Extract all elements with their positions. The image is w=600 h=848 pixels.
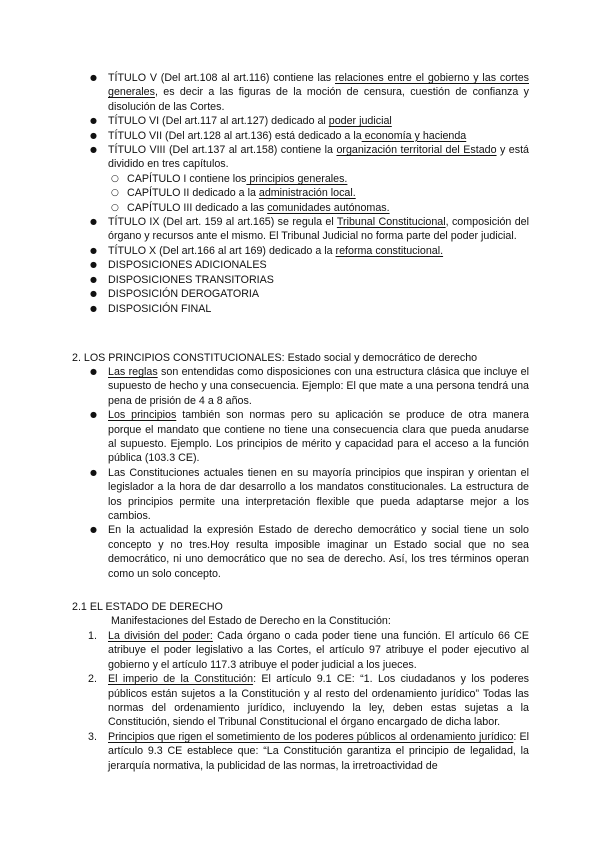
list-item-constituciones: ● Las Constituciones actuales tienen en su mayoría principios que inspiran y orientan el legislador a la hora de dar desarrollo a los mandatos constitucionales. La estructura de los principios permite una interpretación flexible que pueda adaptarse mejor a los cambios. — [87, 466, 529, 524]
list-item-titulo-vii: ● TÍTULO VII (Del art.128 al art.136) está dedicado a la economía y hacienda — [87, 129, 529, 143]
link-relaciones[interactable]: relaciones entre el gobierno y las cortes generales — [108, 72, 529, 99]
link-principios[interactable]: Los principios — [108, 409, 177, 422]
list-item-disp-transitorias: ● DISPOSICIONES TRANSITORIAS — [87, 273, 529, 287]
list-item-titulo-v: ● TÍTULO V (Del art.108 al art.116) contiene las relaciones entre el gobierno y las cortes generales, es decir a las figuras de la moción de censura, cuestión de confianza y disolución de las Cortes. — [87, 71, 529, 114]
link-administracion-local[interactable]: administración local. — [258, 187, 356, 200]
list-item-reglas: ● Las reglas son entendidas como disposiciones con una estructura clásica que incluye el supuesto de hecho y una consecuencia. Ejemplo: El que mate a una persona tendrá una pena de prisión de 4 a 8 años. — [87, 365, 529, 408]
list-item-capitulo-ii: ○ CAPÍTULO II dedicado a la administración local. — [108, 186, 529, 200]
link-principios-sometimiento[interactable]: Principios que rigen el sometimiento de los poderes públicos al ordenamiento jurídico — [108, 730, 514, 743]
link-reforma-constitucional[interactable]: reforma constitucional. — [335, 244, 444, 257]
link-imperio-constitucion[interactable]: El imperio de la Constitución — [108, 673, 254, 686]
link-tribunal-constitucional[interactable]: Tribunal Constitucional — [336, 216, 446, 229]
list-item-disp-derogatoria: ● DISPOSICIÓN DEROGATORIA — [87, 287, 529, 301]
list-item-imperio-constitucion: 2. El imperio de la Constitución: El artículo 9.1 CE: “1. Los ciudadanos y los poderes públicos están sujetos a la Constitución y al resto del ordenamiento jurídico” Todas las normas del ordenamiento jurídico, incluyendo la ley, deben estas sujetas a la Constitución, siendo el Tribunal Constitucional el órgano encargado de dicha labor. — [88, 673, 529, 729]
list-item-capitulo-iii: ○ CAPÍTULO III dedicado a las comunidades autónomas. — [108, 201, 529, 215]
list-item-disp-adicionales: ● DISPOSICIONES ADICIONALES — [87, 258, 529, 272]
link-reglas[interactable]: Las reglas — [108, 366, 158, 378]
section-2-1-heading: 2.1 EL ESTADO DE DERECHO — [72, 601, 223, 613]
section-2-heading: 2. LOS PRINCIPIOS CONSTITUCIONALES: Estado social y democrático de derecho — [72, 352, 478, 364]
list-item-disp-final: ● DISPOSICIÓN FINAL — [87, 302, 529, 316]
link-economia[interactable]: economía y hacienda — [361, 129, 467, 142]
link-principios-generales[interactable]: principios generales. — [246, 172, 348, 185]
list-item-titulo-viii: ● TÍTULO VIII (Del art.137 al art.158) contiene la organización territorial del Estado y está dividido en tres capítulos. ○ CAPÍTULO I contiene los principios generales. ○ CAPÍTULO II dedicado a la administración local. ○ CAPÍTULO III dedicado a las comunidades autónomas. — [87, 143, 529, 215]
list-item-division-poder: 1. La división del poder: Cada órgano o cada poder tiene una función. El artículo 66 CE atribuye el poder legislativo a las Cortes, el artículo 97 atribuye el poder ejecutivo al gobierno y el artículo 117.3 atribuye el poder judicial a los jueces. — [88, 630, 529, 671]
list-item-estado: ● En la actualidad la expresión Estado de derecho democrático y social tiene un solo concepto y no tres.Hoy resulta imposible imaginar un Estado social que no sea democrático, ni uno democrático que no sea de derecho. Así, los tres términos operan como un solo concepto. — [87, 523, 529, 581]
list-item-principios: ● Los principios también son normas pero su aplicación se produce de otra manera porque el mandato que contiene no tiene una consecuencia clara que pueda anudarse al supuesto. Ejemplo. Los principios de mérito y capacidad para el acceso a la función pública (103.3 CE). — [87, 408, 529, 466]
list-item-titulo-ix: ● TÍTULO IX (Del art. 159 al art.165) se regula el Tribunal Constitucional, composición del órgano y recursos ante el mismo. El Tribunal Judicial no forma parte del poder judicial. — [87, 215, 529, 244]
list-item-capitulo-i: ○ CAPÍTULO I contiene los principios generales. — [108, 172, 529, 186]
link-division-poder[interactable]: La división del poder: — [108, 630, 213, 642]
list-item-principios-sometimiento: 3. Principios que rigen el sometimiento de los poderes públicos al ordenamiento jurídico: El artículo 9.3 CE establece que: “La Constitución garantiza el principio de legalidad, la jerarquía normativa, la publicidad de las normas, la irretroactividad de — [88, 730, 529, 772]
principios-list — [87, 365, 529, 581]
list-item-titulo-x: ● TÍTULO X (Del art.166 al art 169) dedicado a la reforma constitucional. — [87, 244, 529, 258]
capitulos-list — [108, 172, 529, 215]
manifestaciones-intro: Manifestaciones del Estado de Derecho en la Constitución: — [111, 615, 391, 627]
titulos-list — [87, 71, 529, 316]
link-comunidades-autonomas[interactable]: comunidades autónomas. — [267, 201, 390, 214]
list-item-titulo-vi: ● TÍTULO VI (Del art.117 al art.127) dedicado al poder judicial — [87, 114, 529, 128]
manifestaciones-list — [87, 629, 529, 773]
link-organizacion-territorial[interactable]: organización territorial del Estado — [336, 144, 497, 157]
link-poder-judicial[interactable]: poder judicial — [328, 115, 392, 128]
